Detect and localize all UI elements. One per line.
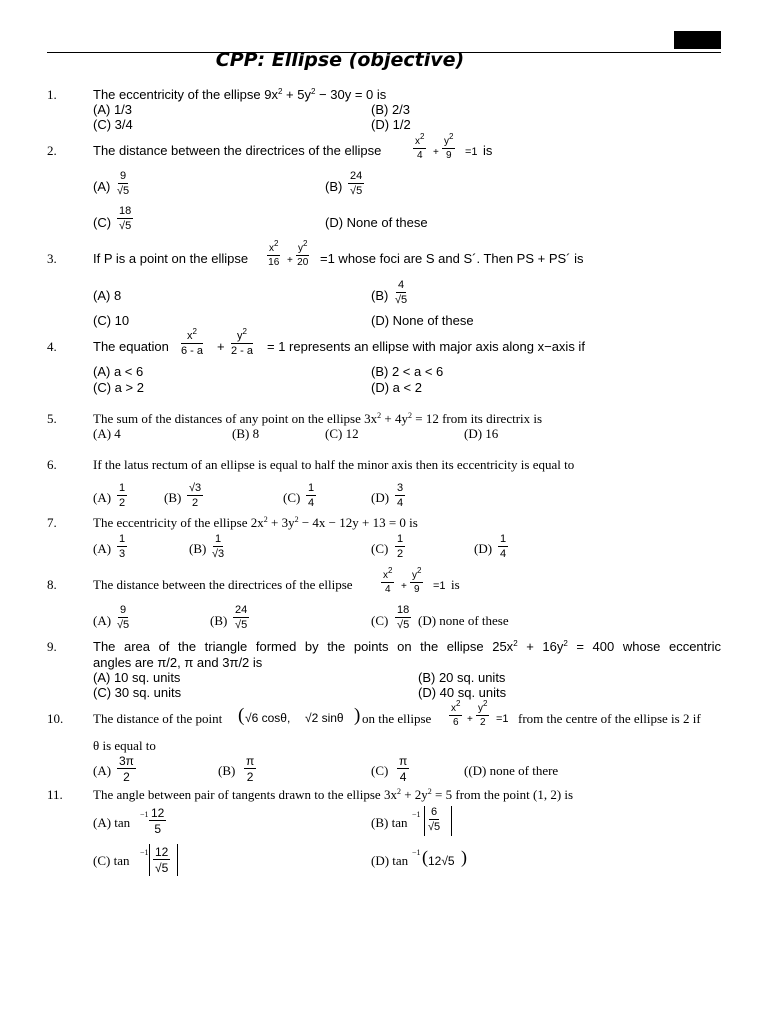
question-stem: The distance between the directrices of the ellipse — [93, 143, 382, 158]
fraction: $\frac{√3}{2}$ — [189, 482, 202, 509]
option-c: (C) a > 2 — [93, 380, 144, 395]
question-number: 9. — [47, 639, 57, 654]
equals-one: =1 — [465, 146, 478, 158]
inverse-superscript: −1 — [140, 848, 149, 857]
fraction: $\frac{9}{√5}$ — [117, 604, 130, 631]
option-a: (A) 10 sq. units — [93, 670, 181, 685]
fraction: $\frac{24}{√5}$ — [235, 604, 248, 631]
option-d: (D) — [371, 490, 390, 505]
question-stem-mid: on the ellipse — [362, 711, 432, 726]
option-a: (A) 1/3 — [93, 102, 133, 117]
option-a: (A) — [93, 541, 112, 556]
question-stem: The distance between the directrices of the ellipse — [93, 577, 353, 592]
fraction: $\frac{12}{√5}$ — [155, 845, 169, 875]
fraction: $\frac{1}{4}$ — [308, 482, 315, 509]
fraction: $\frac{x^2}{16}$ — [268, 239, 280, 268]
question-stem: If P is a point on the ellipse — [93, 251, 249, 266]
option-c: (C) — [283, 490, 301, 505]
question-stem: If the latus rectum of an ellipse is equal to half the minor axis then its eccentricity is equal to — [93, 457, 575, 472]
question-stem-line2: angles are π/2, π and 3π/2 is — [93, 655, 263, 670]
fraction: $\frac{\pi}{2}$ — [246, 754, 255, 784]
point-y: √2 sinθ — [305, 711, 344, 725]
option-c: (C) — [371, 541, 389, 556]
question-number: 1. — [47, 87, 57, 102]
option-b: (B) — [218, 763, 236, 778]
option-c: (C) — [93, 215, 112, 230]
fraction: $\frac{y^2}{2}$ — [478, 699, 488, 728]
question-number: 3. — [47, 251, 57, 266]
left-paren: ( — [238, 705, 245, 726]
inverse-superscript: −1 — [140, 810, 149, 819]
page-title: CPP: Ellipse (objective) — [215, 49, 465, 71]
option-d: ((D) none of there — [464, 763, 559, 778]
plus-sign: + — [217, 339, 225, 354]
option-d: (D) tan — [371, 853, 409, 868]
fraction: $\frac{9}{√5}$ — [117, 170, 130, 197]
option-c: (C) 30 sq. units — [93, 685, 182, 700]
question-stem: The distance of the point — [93, 711, 223, 726]
question-stem-rest: from the centre of the ellipse is 2 if — [518, 711, 701, 726]
fraction: $\frac{x^2}{6 - a}$ — [181, 327, 204, 357]
fraction: $\frac{x^2}{4}$ — [415, 132, 425, 161]
equals-one: =1 — [496, 713, 509, 725]
question-stem: The eccentricity of the ellipse $2x^2 + 3y^2 - 4x - 12y + 13 = 0$ is — [93, 515, 418, 530]
option-d: (D) none of these — [418, 613, 509, 628]
plus-sign: + — [433, 147, 439, 158]
option-a: (A) — [93, 763, 112, 778]
question-number: 2. — [47, 143, 57, 158]
left-paren: ( — [422, 847, 428, 867]
question-is: is — [483, 143, 493, 158]
question-stem: The eccentricity of the ellipse $9x^2 + 5y^2 - 30y = 0$ is — [93, 87, 387, 102]
fraction: $\frac{18}{√5}$ — [397, 604, 410, 631]
option-a: (A) — [93, 613, 112, 628]
fraction: $\frac{1}{4}$ — [500, 533, 507, 560]
point-x: √6 cosθ, — [245, 711, 291, 725]
option-c: (C) 10 — [93, 313, 130, 328]
option-a: (A) 8 — [93, 288, 122, 303]
plus-sign: + — [401, 581, 407, 592]
question-stem: The angle between pair of tangents drawn to the ellipse $3x^2 + 2y^2 = 5$ from the point (1, 2) is — [93, 787, 574, 802]
fraction: $\frac{1}{2}$ — [397, 533, 404, 560]
question-number: 11. — [47, 787, 63, 802]
option-b: (B) — [371, 288, 389, 303]
fraction: $\frac{12}{5}$ — [151, 806, 165, 836]
fraction: $\frac{4}{√5}$ — [395, 279, 408, 306]
right-bracket — [177, 844, 178, 876]
option-a: (A) — [93, 490, 112, 505]
fraction: $\frac{x^2}{6}$ — [451, 699, 461, 728]
question-stem: The sum of the distances of any point on the ellipse $3x^2 + 4y^2 = 12$ from its directrix is — [93, 411, 543, 426]
question-number: 6. — [47, 457, 57, 472]
left-bracket — [424, 806, 425, 836]
option-d: (D) 16 — [464, 426, 499, 441]
fraction: $\frac{\pi}{4}$ — [399, 754, 408, 784]
question-number: 10. — [47, 711, 64, 726]
option-d: (D) None of these — [371, 313, 474, 328]
fraction: $\frac{1}{3}$ — [119, 533, 126, 560]
d-argument: 12√5 — [428, 854, 455, 868]
option-c: (C) — [371, 763, 389, 778]
option-b: (B) 8 — [232, 426, 260, 441]
fraction: $\frac{6}{√5}$ — [428, 806, 441, 833]
option-b: (B) — [189, 541, 207, 556]
inverse-superscript: −1 — [412, 810, 421, 819]
option-b: (B) — [164, 490, 182, 505]
fraction: $\frac{y^2}{9}$ — [412, 566, 422, 595]
option-d: (D) 40 sq. units — [418, 685, 507, 700]
question-is: is — [451, 577, 460, 592]
option-b: (B) — [210, 613, 228, 628]
fraction: $\frac{x^2}{4}$ — [383, 566, 393, 595]
option-c: (C) 12 — [325, 426, 359, 441]
question-number: 8. — [47, 577, 57, 592]
plus-sign: + — [287, 255, 293, 266]
plus-sign: + — [467, 714, 473, 725]
fraction: $\frac{1}{√3}$ — [212, 533, 225, 560]
option-b: (B) 20 sq. units — [418, 670, 506, 685]
question-stem: The area of the triangle formed by the points on the ellipse $25x^2 + 16y^2 = 400$ whose eccentric — [93, 639, 721, 654]
right-paren: ) — [354, 705, 361, 726]
right-paren: ) — [461, 847, 467, 867]
option-b: (B) — [325, 179, 343, 194]
fraction: $\frac{y^2}{2 - a}$ — [231, 327, 254, 357]
fraction: $\frac{1}{2}$ — [119, 482, 126, 509]
fraction: $\frac{y^2}{9}$ — [444, 132, 454, 161]
fraction: $\frac{18}{√5}$ — [119, 205, 132, 232]
option-d: (D) — [474, 541, 493, 556]
question-number: 7. — [47, 515, 57, 530]
option-c: (C) 3/4 — [93, 117, 133, 132]
header-black-box — [674, 31, 721, 49]
question-stem-rest: =1 whose foci are S and S´. Then PS + PS´ is — [320, 251, 584, 266]
option-d: (D) 1/2 — [371, 117, 411, 132]
question-number: 5. — [47, 411, 57, 426]
option-d: (D) None of these — [325, 215, 428, 230]
inverse-superscript: −1 — [412, 848, 421, 857]
right-bracket — [451, 806, 452, 836]
question-stem-line2: θ is equal to — [93, 738, 156, 753]
fraction: $\frac{3\pi}{2}$ — [119, 754, 134, 784]
option-b: (B) tan — [371, 815, 408, 830]
option-b: (B) 2 < a < 6 — [371, 364, 444, 379]
option-c: (C) — [371, 613, 389, 628]
option-a: (A) — [93, 179, 111, 194]
option-b: (B) 2/3 — [371, 102, 411, 117]
left-bracket — [149, 844, 150, 876]
option-d: (D) a < 2 — [371, 380, 422, 395]
question-stem: The equation — [93, 339, 169, 354]
fraction: $\frac{3}{4}$ — [397, 482, 404, 509]
question-stem-rest: = 1 represents an ellipse with major axis along x−axis if — [267, 339, 585, 354]
fraction: $\frac{24}{√5}$ — [350, 170, 363, 197]
option-a: (A) tan — [93, 815, 131, 830]
option-c: (C) tan — [93, 853, 130, 868]
fraction: $\frac{y^2}{20}$ — [297, 239, 309, 268]
option-a: (A) a < 6 — [93, 364, 144, 379]
equals-one: =1 — [433, 580, 446, 592]
option-a: (A) 4 — [93, 426, 121, 441]
question-number: 4. — [47, 339, 57, 354]
